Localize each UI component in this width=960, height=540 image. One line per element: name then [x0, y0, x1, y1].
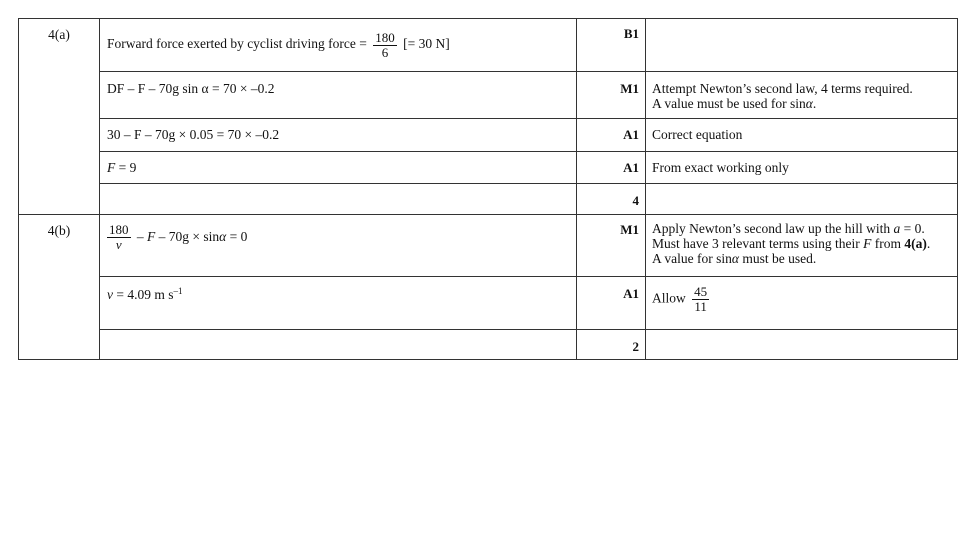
- table-row: [19, 184, 958, 215]
- fraction: [373, 31, 397, 60]
- guidance-cell: From exact working only: [646, 152, 958, 184]
- question-number: 4(a): [19, 19, 100, 215]
- mark-code: A1: [577, 119, 646, 152]
- guidance-line: Must have 3 relevant terms using their F from 4(a).: [652, 236, 931, 251]
- guidance-cell: [646, 330, 958, 360]
- fraction-denominator: 6: [381, 44, 389, 60]
- guidance-cell: [646, 184, 958, 215]
- table-row: [19, 72, 958, 119]
- fraction: [107, 223, 131, 252]
- fraction-denominator: v: [115, 237, 122, 252]
- fraction: [692, 285, 709, 314]
- answer-cell: DF – F – 70g sin α = 70 × –0.2: [100, 72, 577, 119]
- fraction-denominator: 11: [694, 299, 707, 314]
- table-row: [19, 152, 958, 184]
- answer-cell: v = 4.09 m $s^{-1}$: [100, 277, 577, 330]
- answer-cell: [100, 184, 577, 215]
- mark-scheme-table: [18, 18, 958, 360]
- mark-code: A1: [577, 152, 646, 184]
- total-marks: 4: [577, 184, 646, 215]
- fraction-numerator: 45: [694, 284, 708, 299]
- guidance-line: A value for sinα must be used.: [652, 251, 817, 266]
- table-row: [19, 119, 958, 152]
- answer-cell: F = 9: [100, 152, 577, 184]
- answer-cell: [100, 19, 577, 72]
- total-marks: 2: [577, 330, 646, 360]
- guidance-line: A value must be used for sinα.: [652, 96, 817, 111]
- table-row: [19, 19, 958, 72]
- answer-cell: $\frac{180}{v}$ – F – 70g × sinα = 0: [100, 215, 577, 277]
- guidance-cell: [646, 215, 958, 277]
- guidance-cell: Correct equation: [646, 119, 958, 152]
- answer-cell: [100, 330, 577, 360]
- table-row: [19, 330, 958, 360]
- table-row: [19, 277, 958, 330]
- answer-text: Forward force exerted by cyclist driving force =: [107, 36, 367, 52]
- guidance-cell: [646, 72, 958, 119]
- guidance-line: Attempt Newton’s second law, 4 terms required.: [652, 81, 913, 96]
- mark-code: B1: [577, 19, 646, 72]
- table-row: [19, 215, 958, 277]
- mark-code: M1: [577, 215, 646, 277]
- fraction-numerator: 180: [375, 29, 395, 45]
- answer-cell: 30 – F – 70g × 0.05 = 70 × –0.2: [100, 119, 577, 152]
- fraction-numerator: 180: [109, 222, 129, 237]
- guidance-text: Allow: [652, 290, 686, 306]
- answer-text-suffix: [= 30 N]: [403, 36, 450, 52]
- guidance-cell: [646, 277, 958, 330]
- guidance-cell: [646, 19, 958, 72]
- guidance-line: Apply Newton’s second law up the hill with a = 0.: [652, 221, 925, 236]
- mark-code: M1: [577, 72, 646, 119]
- mark-code: A1: [577, 277, 646, 330]
- question-number: 4(b): [19, 215, 100, 360]
